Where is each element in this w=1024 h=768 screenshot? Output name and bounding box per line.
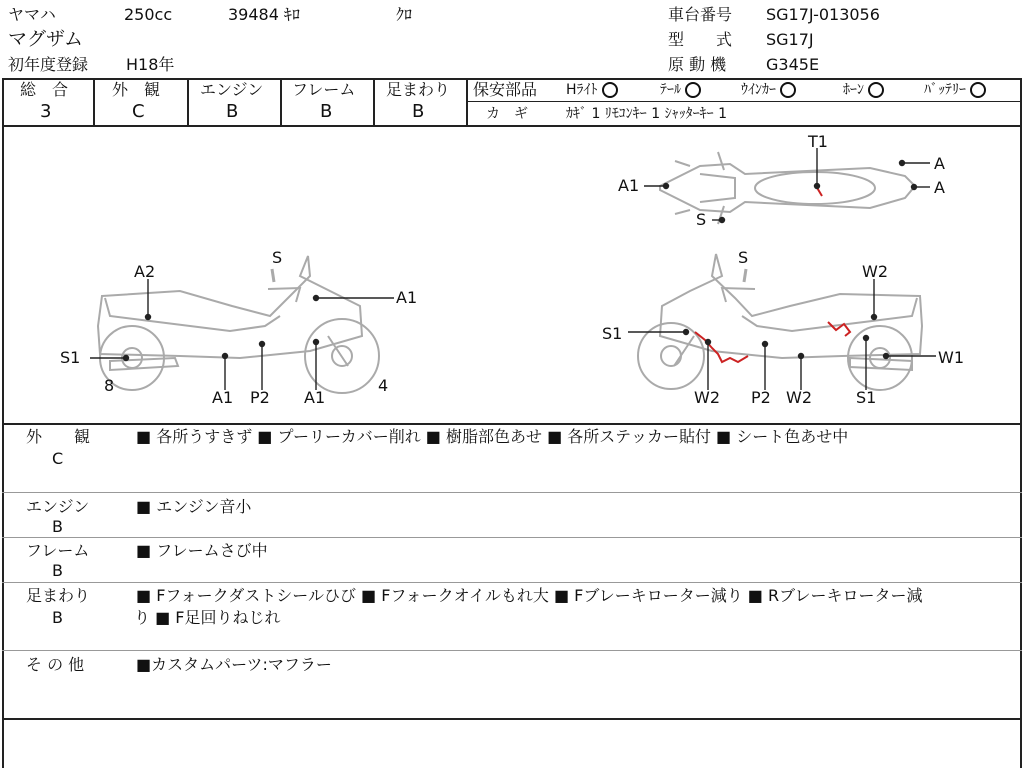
key-label: カ ギ <box>486 106 528 122</box>
safety-item-horn: ﾎｰﾝ <box>843 81 884 99</box>
ok-circle-icon <box>685 82 701 98</box>
safety-item-winker: ｳｲﾝｶｰ <box>741 81 796 99</box>
maker: ヤマハ <box>8 5 56 24</box>
safety-item-battery: ﾊﾞｯﾃﾘｰ <box>924 81 986 99</box>
safety-item-tail: ﾃｰﾙ <box>660 81 701 99</box>
frame-no-value: SG17J-013056 <box>766 5 880 24</box>
first-reg-value: H18年 <box>126 55 175 74</box>
mileage: 39484 ｷﾛ <box>228 5 300 24</box>
ok-circle-icon <box>780 82 796 98</box>
displacement: 250cc <box>124 5 173 24</box>
engine-value: G345E <box>766 55 820 74</box>
key-value: ｶｷﾞ 1 ﾘﾓｺﾝｷｰ 1 ｼｬｯﾀｰｷｰ 1 <box>566 106 727 122</box>
model-name: マグザム <box>8 28 84 50</box>
ok-circle-icon <box>868 82 884 98</box>
color: ｸﾛ <box>396 5 413 24</box>
ok-circle-icon <box>970 82 986 98</box>
damage-marks <box>695 186 850 362</box>
frame-no-label: 車台番号 <box>668 5 733 24</box>
engine-label: 原 動 機 <box>668 55 727 74</box>
first-reg-label: 初年度登録 <box>8 55 89 74</box>
type-label: 型 式 <box>668 30 733 49</box>
safety-item-headlight: Hﾗｲﾄ <box>566 81 618 99</box>
ok-circle-icon <box>602 82 618 98</box>
type-value: SG17J <box>766 30 814 49</box>
